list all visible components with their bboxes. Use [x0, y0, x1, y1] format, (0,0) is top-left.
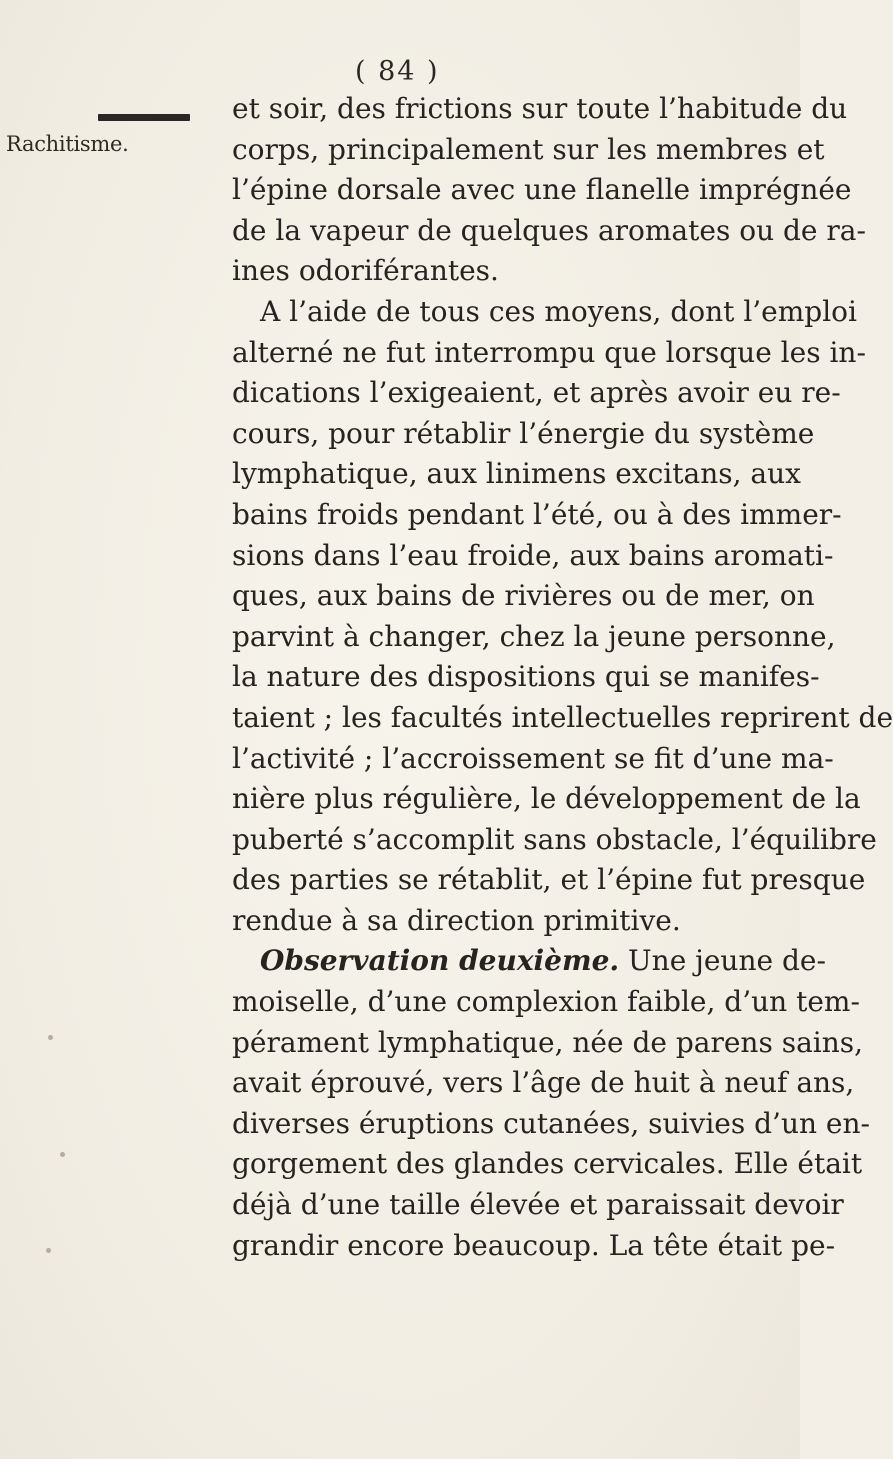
text-line: moiselle, d’une complexion faible, d’un tem- [232, 985, 860, 1019]
text-line: corps, principalement sur les membres et [232, 132, 825, 166]
text-line: l’épine dorsale avec une flanelle imprégnée [232, 173, 852, 207]
text-line: gorgement des glandes cervicales. Elle était [232, 1147, 863, 1181]
text-line: déjà d’une taille élevée et paraissait devoir [232, 1188, 844, 1222]
text-line: bains froids pendant l’été, ou à des immer- [232, 497, 842, 531]
margin-note: Rachitisme. [6, 132, 129, 156]
margin-rule [98, 114, 190, 121]
text-line: nière plus régulière, le développement de la [232, 782, 861, 816]
paper-speck [60, 1152, 65, 1157]
text-line: grandir encore beaucoup. La tête était pe- [232, 1228, 836, 1262]
text-line: diverses éruptions cutanées, suivies d’un en- [232, 1106, 870, 1140]
text-line: lymphatique, aux linimens excitans, aux [232, 457, 801, 491]
text-line: rendue à sa direction primitive. [232, 903, 681, 937]
page-number: ( 84 ) [355, 56, 440, 87]
text-line: sions dans l’eau froide, aux bains aromati- [232, 538, 834, 572]
text-line: puberté s’accomplit sans obstacle, l’équilibre [232, 822, 877, 856]
text-line: parvint à changer, chez la jeune personne, [232, 619, 836, 653]
text-line: l’activité ; l’accroissement se fit d’une ma- [232, 741, 834, 775]
observation-title: Observation deuxième. [260, 944, 620, 978]
text-line: pérament lymphatique, née de parens sains, [232, 1025, 864, 1059]
text-line: ines odoriférantes. [232, 254, 499, 288]
text-line: des parties se rétablit, et l’épine fut presque [232, 863, 866, 897]
text-line: dications l’exigeaient, et après avoir eu re- [232, 376, 841, 410]
text-line: avait éprouvé, vers l’âge de huit à neuf ans, [232, 1066, 855, 1100]
text-line: alterné ne fut interrompu que lorsque les in- [232, 335, 866, 369]
text-line: taient ; les facultés intellectuelles reprirent de [232, 700, 893, 734]
text-line: cours, pour rétablir l’énergie du système [232, 416, 815, 450]
paper-speck [46, 1248, 51, 1253]
text-line: de la vapeur de quelques aromates ou de ra- [232, 213, 866, 247]
observation-first-line-rest: Une jeune de- [619, 944, 826, 978]
text-line: la nature des dispositions qui se manifes- [232, 660, 820, 694]
text-line: A l’aide de tous ces moyens, dont l’emploi [260, 294, 857, 328]
body-text [232, 89, 893, 1266]
paper-speck [48, 1035, 53, 1040]
observation-heading-line [232, 941, 826, 982]
text-line: ques, aux bains de rivières ou de mer, on [232, 579, 815, 613]
text-line: et soir, des frictions sur toute l’habitude du [232, 92, 848, 125]
